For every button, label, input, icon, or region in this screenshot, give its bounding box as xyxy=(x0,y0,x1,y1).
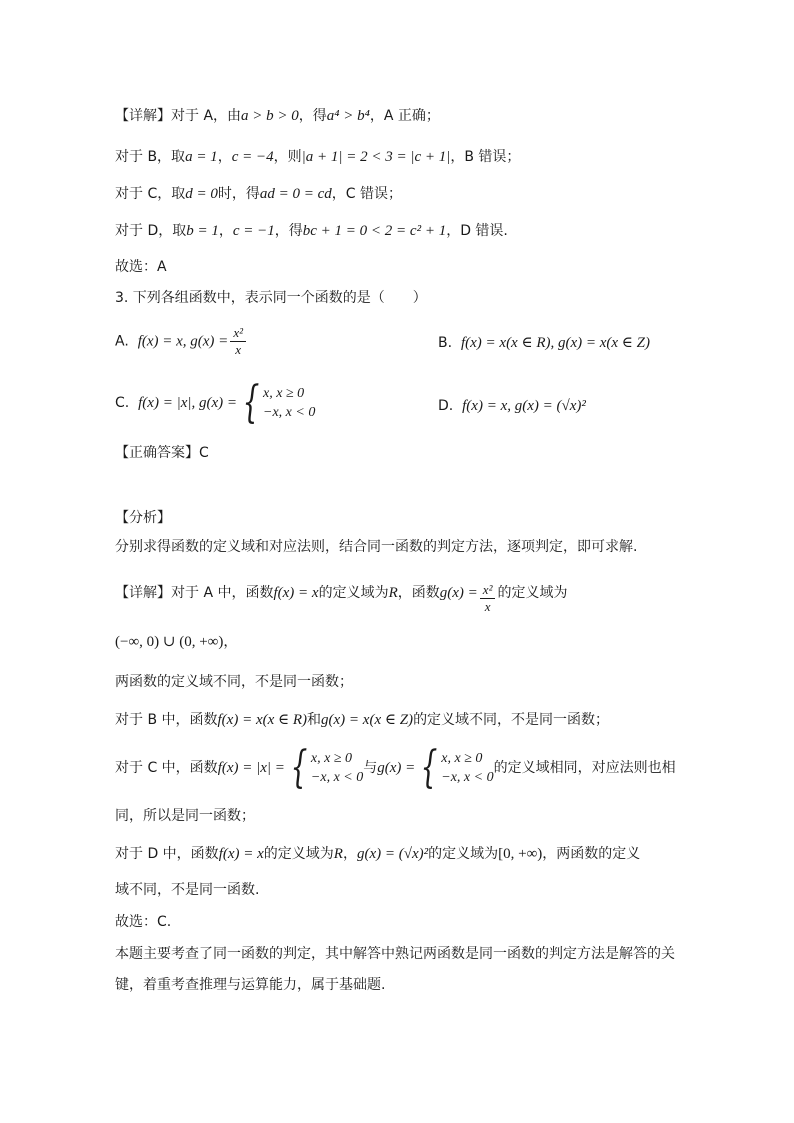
detail2-choice: 故选：C. xyxy=(115,914,172,930)
detail-label: 【详解】 xyxy=(115,108,171,124)
detail2-line-a2: 两函数的定义域不同，不是同一函数； xyxy=(115,674,353,690)
option-c: C. f(x) = |x|, g(x) = { x, x ≥ 0 −x, x < 0 xyxy=(115,377,316,428)
analysis-label: 【分析】 xyxy=(115,510,171,526)
question3-stem: 3. 下列各组函数中，表示同一个函数的是（ ） xyxy=(115,290,427,306)
detail2-line-a1: 【详解】对于 A 中，函数f(x) = x的定义域为R，函数g(x) = $\frac{\text{x²}}{x}$ 的定义域为 xyxy=(115,582,568,614)
detail1-line-c: 对于 C，取d = 0时，得ad = 0 = cd，C 错误； xyxy=(115,186,402,202)
detail2-line-d2: 域不同，不是同一函数. xyxy=(115,882,260,898)
analysis-text: 分别求得函数的定义域和对应法则，结合同一函数的判定方法，逐项判定，即可求解. xyxy=(115,539,638,555)
piecewise-brace: { x, x ≥ 0 −x, x < 0 xyxy=(290,742,364,793)
detail1-line-d: 对于 D，取b = 1，c = −1，得bc + 1 = 0 < 2 = c² + 1，D 错误. xyxy=(115,223,508,239)
option-b: B. f(x) = x(x ∈ R), g(x) = x(x ∈ Z) xyxy=(438,335,650,351)
fraction: $\frac{\text{x²}}{x}$ xyxy=(230,325,246,358)
piecewise-brace: { x, x ≥ 0 −x, x < 0 xyxy=(242,377,316,428)
detail-label: 【详解】 xyxy=(115,585,171,601)
option-d: D. f(x) = x, g(x) = (√x)² xyxy=(438,398,586,414)
correct-answer: 【正确答案】C xyxy=(115,445,209,461)
detail1-line-a: 【详解】对于 A，由a > b > 0，得a⁴ > b⁴，A 正确； xyxy=(115,108,440,124)
fraction: $\frac{\text{x²}}{x}$ xyxy=(480,582,496,615)
piecewise-brace: { x, x ≥ 0 −x, x < 0 xyxy=(420,742,494,793)
summary-line-1: 本题主要考查了同一函数的判定，其中解答中熟记两函数是同一函数的判定方法是解答的关 xyxy=(115,946,675,962)
detail2-line-d1: 对于 D 中，函数f(x) = x的定义域为R，g(x) = (√x)²的定义域为[0, +∞)，两函数的定义 xyxy=(115,846,641,862)
detail2-line-c1: 对于 C 中，函数f(x) = |x| = { x, x ≥ 0 −x, x < 0 与g(x) = { x, x ≥ 0 −x, x < 0 的定义域相同，对应法则也相 xyxy=(115,742,676,793)
detail2-domain-a: (−∞, 0) ∪ (0, +∞)， xyxy=(115,634,238,650)
summary-line-2: 键，着重考查推理与运算能力，属于基础题. xyxy=(115,977,386,993)
detail2-line-b: 对于 B 中，函数f(x) = x(x ∈ R)和g(x) = x(x ∈ Z)的定义域不同，不是同一函数； xyxy=(115,712,610,728)
option-a: A. f(x) = x, g(x) = $\frac{\text{x²}}{x}$ xyxy=(115,325,248,358)
detail2-line-c2: 同，所以是同一函数； xyxy=(115,808,255,824)
detail1-line-b: 对于 B，取a = 1，c = −4，则|a + 1| = 2 < 3 = |c + 1|，B 错误； xyxy=(115,149,521,165)
detail1-choice: 故选：A xyxy=(115,259,167,275)
